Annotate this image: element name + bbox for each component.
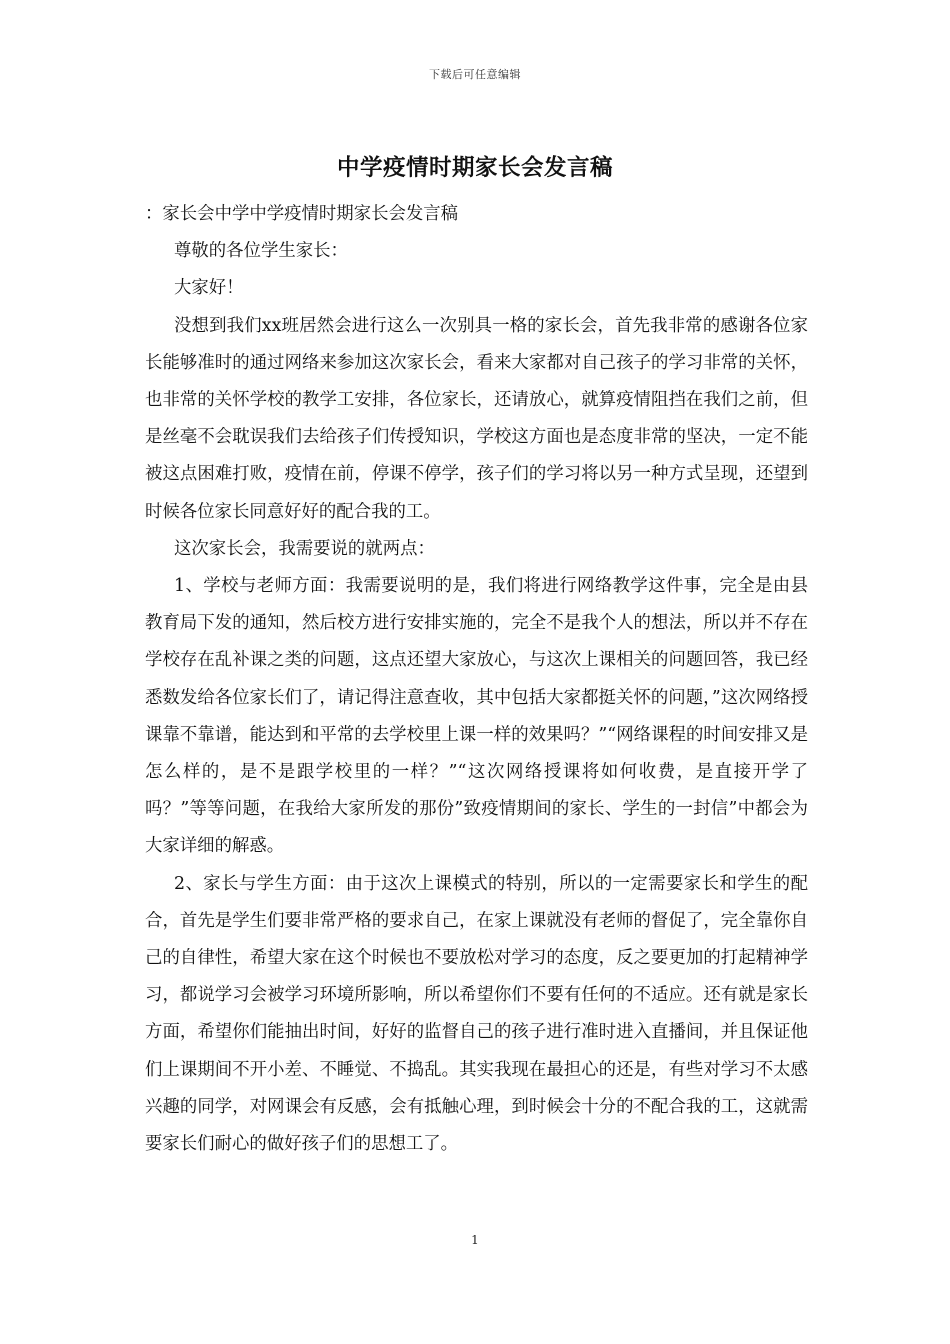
paragraph-school-teacher: 1、学校与老师方面：我需要说明的是，我们将进行网络教学这件事，完全是由县教育局下发的通知，然后校方进行安排实施的，完全不是我个人的想法，所以并不存在学校存在乱补课之类的问题，这点还望大家放心，与这次上课相关的问题回答，我已经悉数发给各位家长们了，请记得注意查收，其中包括大家都挺关怀的问题，”这次网络授课靠不靠谱，能达到和平常的去学校里上课一样的效果吗？”“网络课程的时间安排又是怎么样的，是不是跟学校里的一样？”“这次网络授课将如何收费，是直接开学了吗？”等等问题，在我给大家所发的那份”致疫情期间的家长、学生的一封信”中都会为大家详细的解惑。	[145, 576, 808, 857]
paragraph-parents-students: 2、家长与学生方面：由于这次上课模式的特别，所以的一定需要家长和学生的配合，首先是学生们要非常严格的要求自己，在家上课就没有老师的督促了，完全靠你自己的自律性，希望大家在这个时候也不要放松对学习的态度，反之要更加的打起精神学习，都说学习会被学习环境所影响，所以希望你们不要有任何的不适应。还有就是家长方面，希望你们能抽出时间，好好的监督自己的孩子进行准时进入直播间，并且保证他们上课期间不开小差、不睡觉、不捣乱。其实我现在最担心的还是，有些对学习不太感兴趣的同学，对网课会有反感，会有抵触心理，到时候会十分的不配合我的工，这就需要家长们耐心的做好孩子们的思想工了。	[145, 873, 808, 1155]
page-number: 1	[471, 1233, 479, 1247]
greeting-salutation: 尊敬的各位学生家长：	[174, 241, 348, 262]
document-body	[145, 196, 808, 1163]
meta-line: ：家长会中学中学疫情时期家长会发言稿	[145, 204, 459, 224]
header-note: 下载后可任意编辑	[429, 68, 521, 81]
page-title: 中学疫情时期家长会发言稿	[336, 155, 613, 181]
greeting: 大家好！	[174, 278, 244, 299]
paragraph-two-points: 这次家长会，我需要说的就两点：	[174, 538, 435, 559]
paragraph-intro: 没想到我们xx班居然会进行这么一次别具一格的家长会，首先我非常的感谢各位家长能够准时的通过网络来参加这次家长会，看来大家都对自己孩子的学习非常的关怀，也非常的关怀学校的教学工安排，各位家长，还请放心，就算疫情阻挡在我们之前，但是丝毫不会耽误我们去给孩子们传授知识，学校这方面也是态度非常的坚决，一定不能被这点困难打败，疫情在前，停课不停学，孩子们的学习将以另一种方式呈现，还望到时候各位家长同意好好的配合我的工。	[145, 315, 808, 522]
